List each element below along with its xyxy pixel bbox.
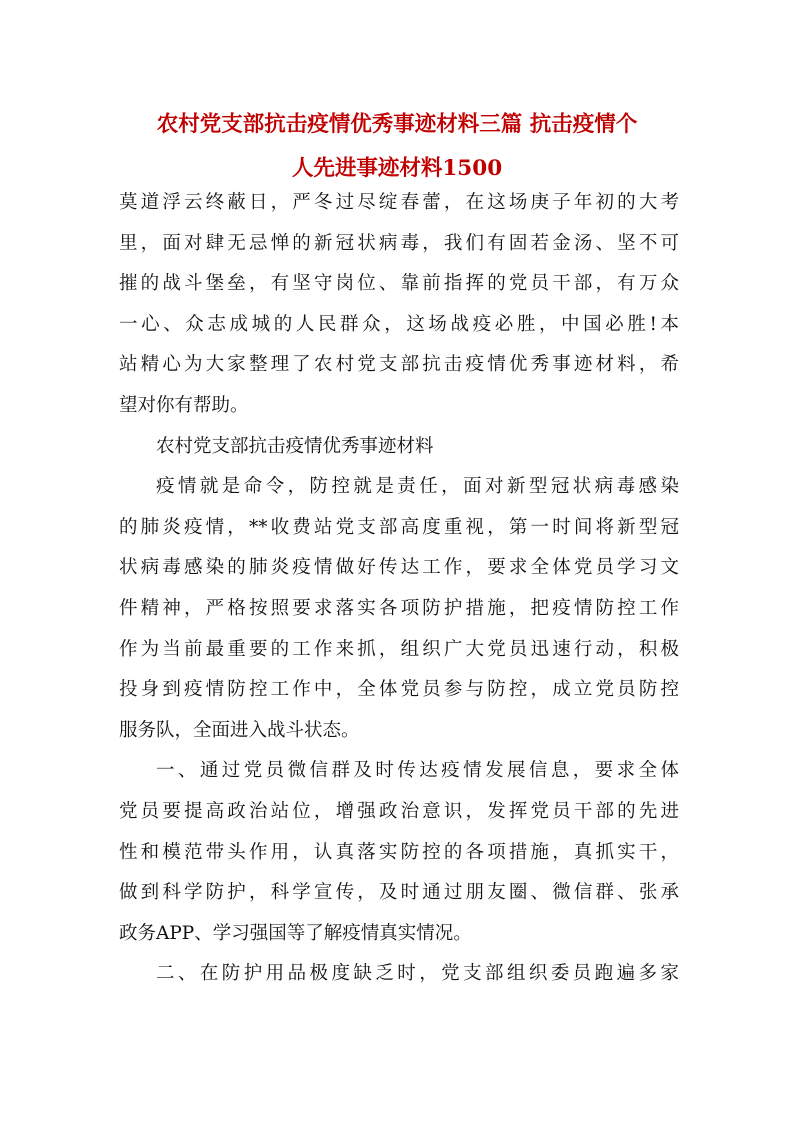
paragraph-main bbox=[119, 467, 679, 751]
text-line: 性和模范带头作用，认真落实防控的各项措施，真抓实干， bbox=[119, 841, 679, 863]
text-line: 疫情就是命令，防控就是责任，面对新型冠状病毒感染 bbox=[156, 476, 679, 498]
title-line: 农村党支部抗击疫情优秀事迹材料三篇 抗击疫情个 bbox=[156, 112, 638, 137]
paragraph-item-2 bbox=[119, 954, 679, 995]
text-line: 件精神，严格按照要求落实各项防护措施，把疫情防控工作 bbox=[119, 597, 679, 619]
text-line: 农村党支部抗击疫情优秀事迹材料 bbox=[156, 435, 434, 457]
text-line: 的肺炎疫情，**收费站党支部高度重视，第一时间将新型冠 bbox=[119, 516, 679, 538]
text-line: 状病毒感染的肺炎疫情做好传达工作，要求全体党员学习文 bbox=[119, 557, 679, 579]
text-line: 作为当前最重要的工作来抓，组织广大党员迅速行动，积极 bbox=[119, 638, 679, 660]
text-line: 望对你有帮助。 bbox=[119, 394, 249, 416]
paragraph-intro bbox=[119, 183, 679, 427]
text-line: 做到科学防护，科学宣传，及时通过朋友圈、微信群、张承 bbox=[119, 882, 679, 904]
text-line: 投身到疫情防控工作中，全体党员参与防控，成立党员防控 bbox=[119, 679, 679, 701]
text-line: 莫道浮云终蔽日，严冬过尽绽春蕾，在这场庚子年初的大考 bbox=[119, 192, 679, 213]
text-line: 政务APP、学习强国等了解疫情真实情况。 bbox=[119, 922, 472, 944]
text-line: 二、在防护用品极度缺乏时，党支部组织委员跑遍多家 bbox=[156, 963, 679, 985]
title-line: 人先进事迹材料1500 bbox=[291, 156, 503, 181]
text-line: 里，面对肆无忌惮的新冠状病毒，我们有固若金汤、坚不可 bbox=[119, 232, 679, 254]
text-line: 服务队，全面进入战斗状态。 bbox=[119, 719, 360, 741]
document-body bbox=[119, 183, 679, 995]
text-line: 摧的战斗堡垒，有坚守岗位、靠前指挥的党员干部，有万众 bbox=[119, 273, 679, 295]
paragraph-item-1 bbox=[119, 751, 679, 954]
text-line: 一心、众志成城的人民群众，这场战疫必胜，中国必胜!本 bbox=[119, 313, 679, 335]
text-line: 党员要提高政治站位，增强政治意识，发挥党员干部的先进 bbox=[119, 800, 679, 822]
text-line: 一、通过党员微信群及时传达疫情发展信息，要求全体 bbox=[156, 760, 679, 782]
section-heading bbox=[119, 427, 679, 468]
document-title bbox=[100, 103, 694, 191]
text-line: 站精心为大家整理了农村党支部抗击疫情优秀事迹材料，希 bbox=[119, 354, 679, 376]
